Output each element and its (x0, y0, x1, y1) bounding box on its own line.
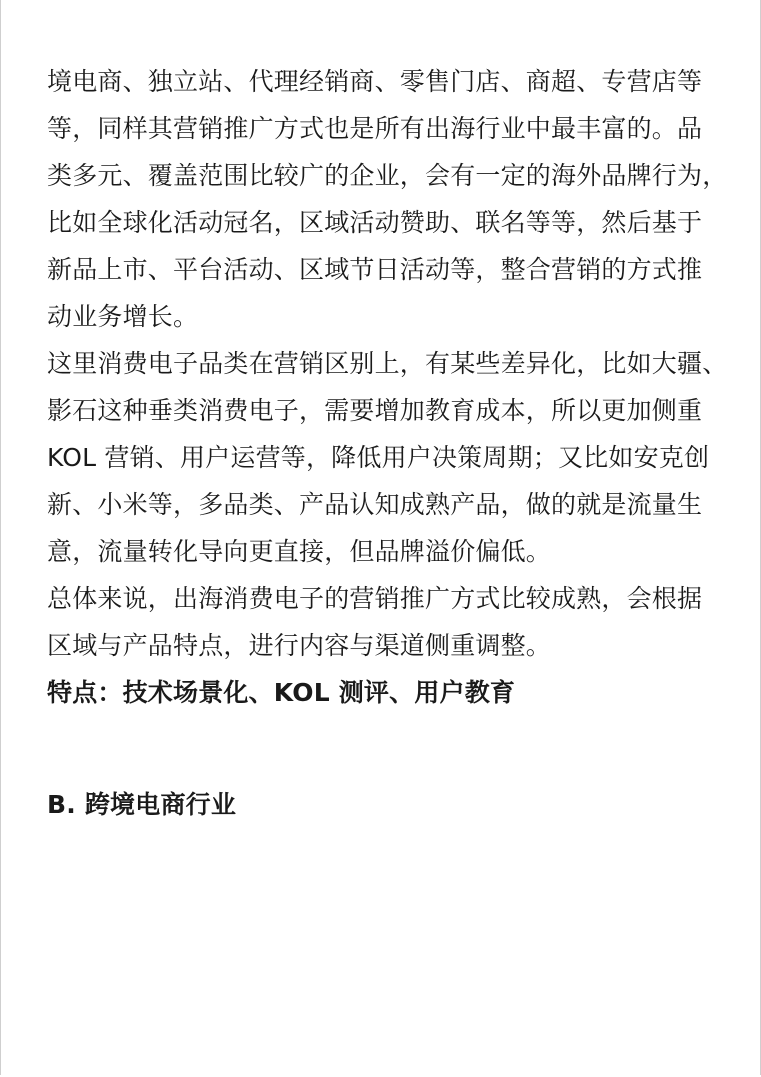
text-line: 新、小米等，多品类、产品认知成熟产品，做的就是流量生 (47, 490, 703, 519)
text-line: 区域与产品特点，进行内容与渠道侧重调整。 (47, 631, 552, 660)
text-line: 类多元、覆盖范围比较广的企业，会有一定的海外品牌行为， (47, 161, 728, 190)
text-line: 总体来说，出海消费电子的营销推广方式比较成熟，会根据 (47, 584, 703, 613)
text-line: KOL 营销、用户运营等，降低用户决策周期；又比如安克创 (47, 443, 710, 472)
feature-highlight: 特点：技术场景化、KOL 测评、用户教育 (47, 678, 516, 707)
paragraph-2 (47, 340, 727, 575)
article-body (47, 58, 727, 828)
text-line: 动业务增长。 (47, 302, 199, 331)
section-heading: B. 跨境电商行业 (47, 790, 237, 819)
spacer (47, 716, 727, 763)
text-line: 比如全球化活动冠名，区域活动赞助、联名等等，然后基于 (47, 208, 703, 237)
spacer (47, 763, 727, 781)
text-line: 意，流量转化导向更直接，但品牌溢价偏低。 (47, 537, 552, 566)
text-line: 这里消费电子品类在营销区别上，有某些差异化，比如大疆、 (47, 349, 728, 378)
text-line: 等，同样其营销推广方式也是所有出海行业中最丰富的。品 (47, 114, 703, 143)
text-line: 影石这种垂类消费电子，需要增加教育成本，所以更加侧重 (47, 396, 703, 425)
text-line: 境电商、独立站、代理经销商、零售门店、商超、专营店等 (47, 67, 703, 96)
paragraph-3 (47, 575, 727, 669)
paragraph-1 (47, 58, 727, 340)
text-line: 新品上市、平台活动、区域节日活动等，整合营销的方式推 (47, 255, 703, 284)
